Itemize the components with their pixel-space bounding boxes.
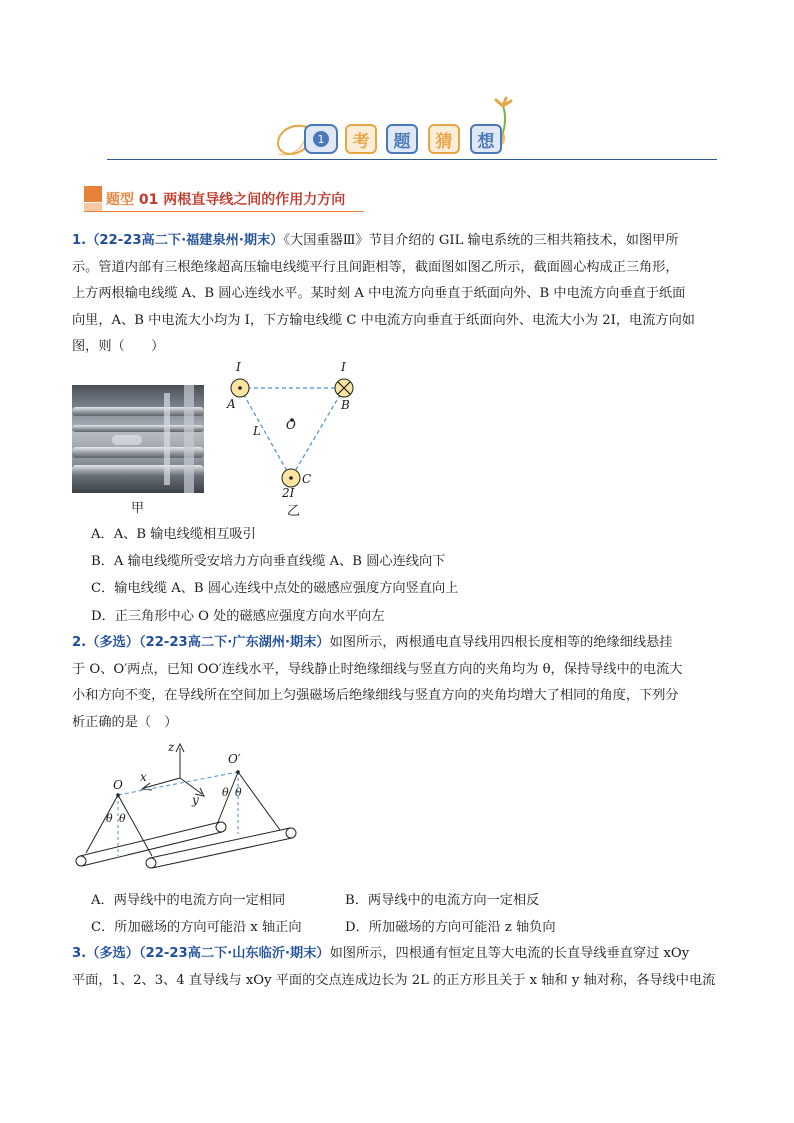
banner-char-3: 猜 (428, 124, 460, 154)
q1-option-d[interactable]: D．正三角形中心 O 处的磁感应强度方向水平向左 (91, 609, 385, 624)
q1-text (72, 228, 727, 361)
banner-char-1: 考 (345, 124, 377, 154)
label-l: L (253, 424, 261, 438)
q2-source: （22-23高二下·广东湖州·期末） (138, 635, 330, 650)
y-axis (180, 778, 202, 794)
section-title (106, 189, 345, 209)
banner-number: 1 (313, 131, 329, 147)
label-c: C (302, 472, 312, 486)
q1-source: （22-23高二下·福建泉州·期末） (86, 233, 284, 248)
label-theta-3: θ (222, 786, 229, 799)
q3-line1: 如图所示，四根通有恒定且等大电流的长直导线垂直穿过 xOy (329, 946, 690, 961)
label-ib: I (341, 360, 346, 374)
label-o: O (286, 418, 296, 432)
q2-option-c[interactable]: C．所加磁场的方向可能沿 x 轴正向 (91, 920, 302, 935)
label-theta-1: θ (106, 812, 113, 825)
q1-line2: 示。管道内部有三根绝缘超高压输电线缆平行且间距相等，截面图如图乙所示，截面圆心构成正三角形， (72, 259, 679, 275)
q2-line1: 如图所示，两根通电直导线用四根长度相等的绝缘细线悬挂 (329, 635, 673, 650)
conductor-a-out-icon (231, 379, 249, 397)
edge-bc (291, 388, 344, 478)
q1-caption-yi: 乙 (287, 504, 301, 519)
q3-source: （22-23高二下·山东临沂·期末） (138, 946, 330, 961)
q3-number: 3. (72, 946, 87, 961)
q2-figure-diagram (70, 738, 300, 876)
label-b: B (341, 398, 350, 412)
q1-option-b[interactable]: B．A 输电线缆所受安培力方向垂直线缆 A、B 圆心连线向下 (91, 554, 446, 569)
conductor-b-in-icon (335, 379, 353, 397)
q2-line4: 析正确的是（ ） (72, 714, 178, 730)
section-label: 题型 (106, 192, 134, 208)
heading-marker (84, 186, 102, 202)
q1-option-a[interactable]: A．A、B 输电线缆相互吸引 (91, 527, 256, 542)
q2-option-d[interactable]: D．所加磁场的方向可能沿 z 轴负向 (345, 920, 556, 935)
q2-tag: （多选） (86, 635, 139, 650)
support-2 (184, 385, 194, 493)
label-theta-4: θ (235, 786, 242, 799)
q2-text (72, 630, 727, 736)
label-x: x (140, 770, 147, 784)
label-o-prime: O′ (228, 752, 241, 766)
label-y: y (192, 793, 199, 807)
oo-line (118, 772, 238, 795)
q1-number: 1. (72, 233, 87, 248)
banner-char-4: 想 (470, 124, 502, 154)
support-1 (164, 393, 170, 485)
banner-char-2: 题 (386, 124, 418, 154)
q3-text (72, 941, 727, 994)
q2-number: 2. (72, 635, 87, 650)
heading-underline (84, 211, 364, 212)
q2-option-a[interactable]: A．两导线中的电流方向一定相同 (91, 893, 286, 908)
q1-figure-jia-photo (72, 385, 204, 493)
q2-line2: 于 O、O′两点，已知 OO′连线水平，导线静止时绝缘细线与竖直方向的夹角均为 θ，保持导线中的电流大 (72, 661, 683, 677)
banner-number-badge (304, 124, 338, 154)
q1-line1: 《大国重器Ⅲ》节目介绍的 GIL 输电系统的三相共箱技术，如图甲所 (283, 233, 679, 248)
q1-option-c[interactable]: C．输电线缆 A、B 圆心连线中点处的磁感应强度方向竖直向上 (91, 581, 459, 596)
conductor-c-out-icon (282, 469, 300, 487)
edge-ac (240, 388, 291, 478)
q1-line5: 图，则（ ） (72, 339, 165, 354)
q3-line2: 平面，1、2、3、4 直导线与 xOy 平面的交点连成边长为 2L 的正方形且关于 x 轴和 y 轴对称，各导线中电流 (72, 972, 716, 988)
label-ia: I (236, 360, 241, 374)
tunnel-light (112, 435, 142, 445)
label-z: z (168, 740, 175, 754)
banner-rule (107, 159, 717, 160)
q1-line3: 上方两根输电线缆 A、B 圆心连线水平。某时刻 A 中电流方向垂直于纸面向外、B 中电流方向垂直于纸面 (72, 286, 686, 301)
section-title-text: 01 两根直导线之间的作用力方向 (138, 192, 346, 208)
label-a: A (227, 397, 236, 411)
q1-caption-jia: 甲 (131, 501, 145, 516)
q2-option-b[interactable]: B．两导线中的电流方向一定相反 (345, 893, 540, 908)
q2-line3: 小和方向不变，在导线所在空间加上匀强磁场后绝缘细线与竖直方向的夹角均增大了相同的角度，下列分 (72, 688, 679, 703)
label-o: O (113, 778, 123, 792)
q3-tag: （多选） (86, 946, 139, 961)
label-2i: 2I (282, 486, 295, 500)
label-theta-2: θ (119, 812, 126, 825)
q1-line4: 向里，A、B 中电流大小均为 I，下方输电线缆 C 中电流方向垂直于纸面向外、电流大小为 2I，电流方向如 (72, 312, 695, 328)
heading-marker-shadow (84, 203, 102, 211)
